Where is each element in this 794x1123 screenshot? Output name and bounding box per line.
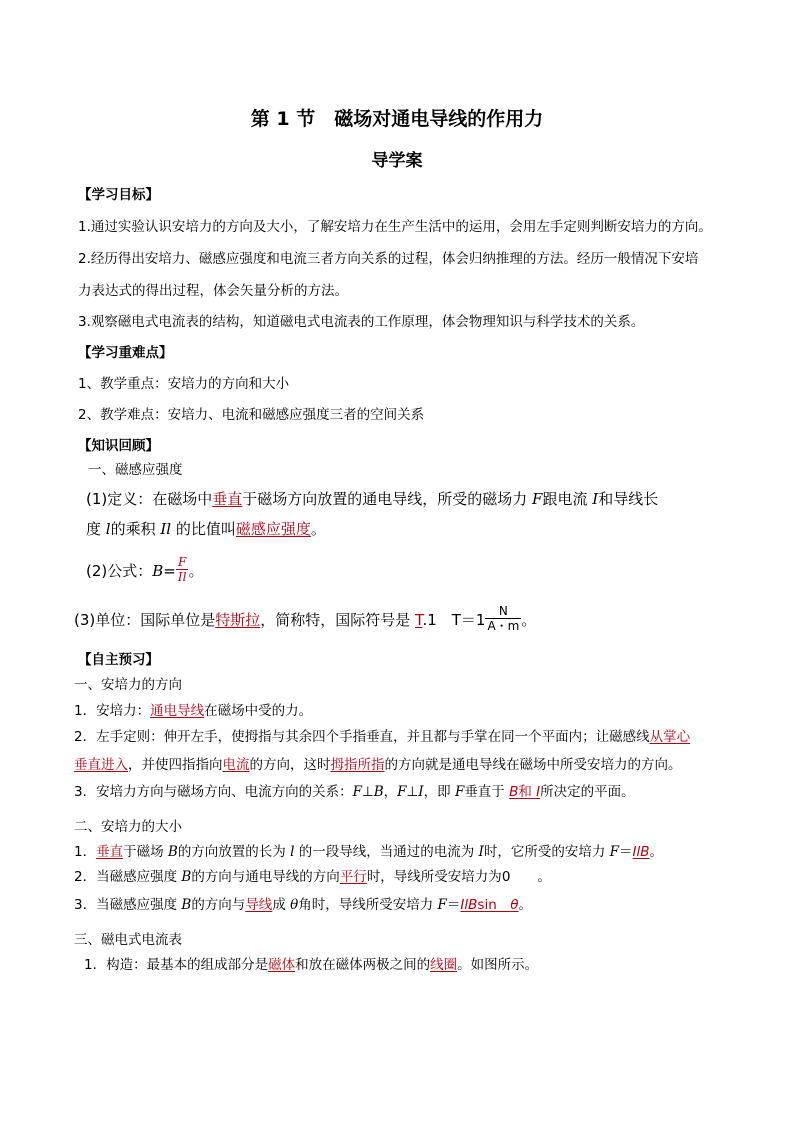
- formula-fraction: $\frac{F}{Il}$: [177, 555, 187, 584]
- preview-2-1: 1．垂直于磁场 B的方向放置的长为 l 的一段导线，当通过的电流为 I时，它所受的安培力 F＝IlB。: [74, 844, 664, 860]
- definition-line-1: (1)定义：在磁场中垂直于磁场方向放置的通电导线，所受的磁场力 F跟电流 I和导线长: [86, 490, 659, 508]
- preview-section-3: 三、磁电式电流表: [74, 932, 182, 948]
- preview-1-2b: 垂直进入，并使四指指向电流的方向，这时拇指所指的方向就是通电导线在磁场中所受安培力的方向。: [74, 757, 682, 773]
- unit-line: (3)单位：国际单位是特斯拉，简称特，国际符号是 T.1 T＝1 $\frac{N}{A・m}$ 。: [74, 604, 537, 633]
- answer-tesla: 特斯拉: [215, 611, 261, 629]
- preview-1-2a: 2．左手定则：伸开左手，使拇指与其余四个手指垂直，并且都与手掌在同一个平面内；让磁感线从掌心: [74, 729, 691, 745]
- goals-item-3: 3.观察磁电式电流表的结构，知道磁电式电流表的工作原理，体会物理知识与科学技术的关系。: [78, 314, 645, 330]
- preview-1-3: 3．安培力方向与磁场方向、电流方向的关系：F⊥B，F⊥I，即 F垂直于 B和 I所决定的平面。: [74, 784, 635, 800]
- goals-item-2b: 力表达式的得出过程，体会矢量分析的方法。: [78, 283, 348, 299]
- answer-perpendicular: 垂直: [212, 490, 243, 508]
- goals-heading: 【学习目标】: [78, 187, 159, 203]
- preview-section-2: 二、安培力的大小: [74, 819, 182, 835]
- goals-item-2a: 2.经历得出安培力、磁感应强度和电流三者方向关系的过程，体会归纳推理的方法。经历一般情况下安培: [78, 251, 699, 267]
- unit-fraction: $\frac{N}{A・m}$: [487, 604, 520, 633]
- preview-1-1: 1．安培力：通电导线在磁场中受的力。: [74, 703, 313, 719]
- definition-line-2: 度 l的乘积 Il 的比值叫磁感应强度。: [86, 520, 326, 538]
- key-item-2: 2、教学难点：安培力、电流和磁感应强度三者的空间关系: [78, 407, 425, 423]
- review-heading: 【知识回顾】: [78, 438, 159, 454]
- preview-3-1: 1．构造：最基本的组成部分是磁体和放在磁体两极之间的线圈。如图所示。: [84, 957, 539, 973]
- page-subtitle: 导学案: [371, 151, 423, 171]
- goals-item-1: 1.通过实验认识安培力的方向及大小，了解安培力在生产生活中的运用，会用左手定则判断安培力的方向。: [78, 219, 712, 235]
- answer-symbol-t: T: [415, 611, 423, 629]
- preview-2-2: 2．当磁感应强度 B的方向与通电导线的方向平行时，导线所受安培力为0 。: [74, 869, 551, 885]
- review-sub-1: 一、磁感应强度: [88, 462, 183, 478]
- formula-line: (2)公式：B= $\frac{F}{Il}$ 。: [86, 555, 204, 584]
- key-item-1: 1、教学重点：安培力的方向和大小: [78, 376, 290, 392]
- answer-magnetic-induction: 磁感应强度: [235, 520, 311, 538]
- preview-2-3: 3．当磁感应强度 B的方向与导线成 θ角时，导线所受安培力 F＝IlBsin θ。: [74, 897, 533, 913]
- preview-heading: 【自主预习】: [78, 652, 159, 668]
- preview-section-1: 一、安培力的方向: [74, 677, 182, 693]
- page-title: 第 1 节 磁场对通电导线的作用力: [250, 108, 544, 130]
- key-heading: 【学习重难点】: [78, 345, 173, 361]
